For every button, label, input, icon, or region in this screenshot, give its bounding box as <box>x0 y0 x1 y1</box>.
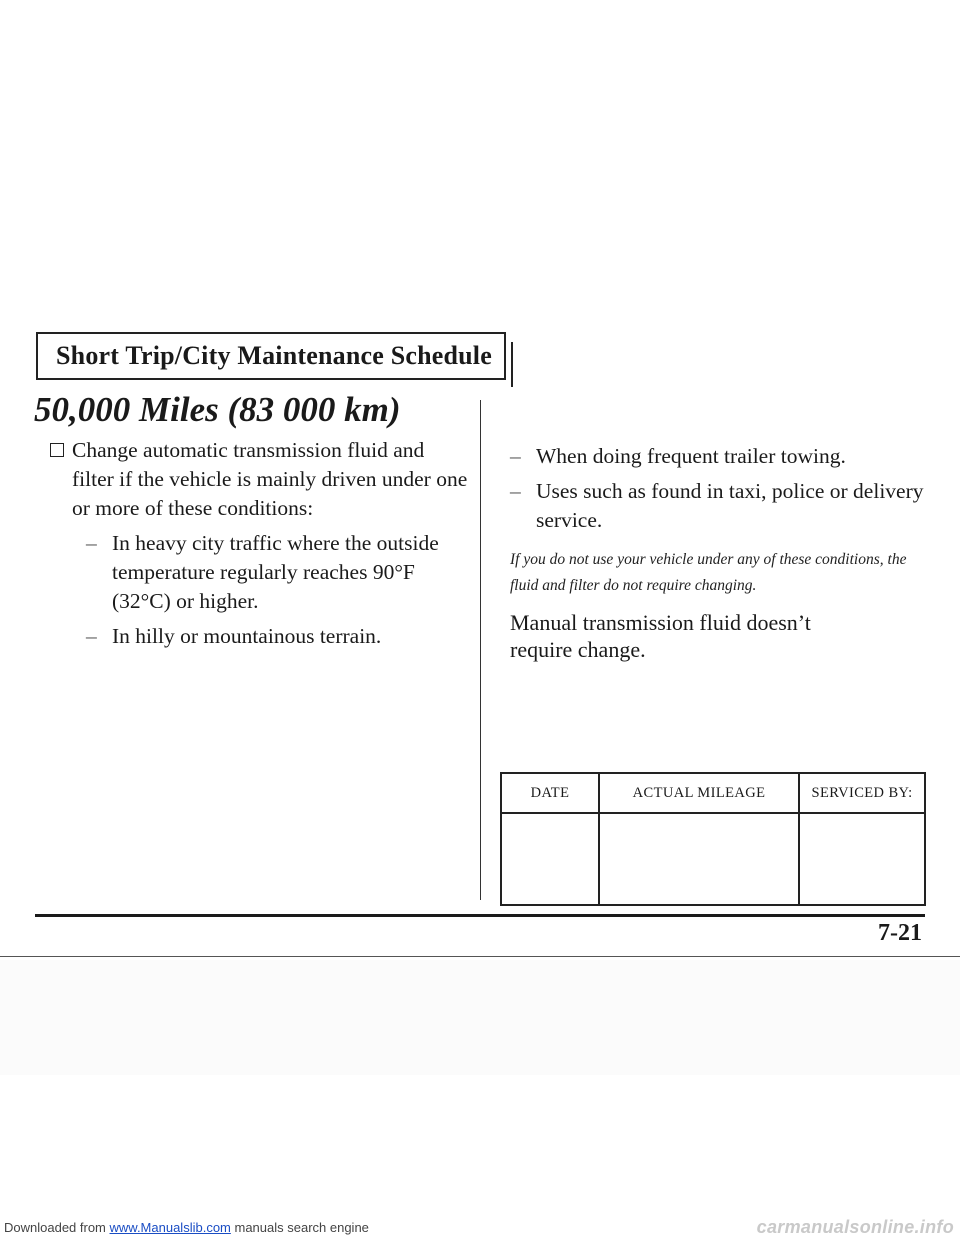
condition-text: Uses such as found in taxi, police or delivery service. <box>536 479 924 532</box>
checkbox-icon[interactable] <box>50 443 64 457</box>
left-column <box>50 436 470 651</box>
checklist-item <box>50 436 470 523</box>
download-credit <box>0 1220 369 1235</box>
table-row <box>501 813 925 905</box>
section-header-box <box>36 332 506 380</box>
conditions-note: If you do not use your vehicle under any of these conditions, the fluid and filter do not require changing. <box>510 551 907 594</box>
schedule-title: Short Trip/City Maintenance Schedule <box>56 341 492 370</box>
dash-icon: – <box>86 624 97 648</box>
manual-transmission-note: Manual transmission fluid doesn’t require change. <box>510 610 811 662</box>
column-header-date: DATE <box>501 773 599 813</box>
download-suffix: manuals search engine <box>230 1219 369 1235</box>
condition-item <box>510 477 930 535</box>
condition-text: When doing frequent trailer towing. <box>536 444 846 468</box>
bottom-margin <box>0 960 960 1075</box>
download-footer <box>0 1212 960 1242</box>
condition-text: In hilly or mountainous terrain. <box>112 624 382 648</box>
dash-icon: – <box>86 531 97 555</box>
dash-icon: – <box>510 479 521 503</box>
condition-item <box>50 529 470 616</box>
table-header-row <box>501 773 925 813</box>
date-cell[interactable] <box>501 813 599 905</box>
scan-edge-line <box>0 956 960 957</box>
manualslib-link[interactable]: www.Manualslib.com <box>109 1219 231 1235</box>
condition-item <box>50 622 470 651</box>
mileage-heading: 50,000 Miles (83 000 km) <box>34 390 401 429</box>
dash-icon: – <box>510 444 521 468</box>
condition-item <box>510 442 930 471</box>
column-header-serviced-by: SERVICED BY: <box>799 773 925 813</box>
footer-rule <box>35 914 925 917</box>
service-record-table <box>500 772 926 906</box>
checklist-item-text: Change automatic transmission fluid and filter if the vehicle is mainly driven under one or more of these conditions: <box>72 438 468 520</box>
column-header-mileage: ACTUAL MILEAGE <box>599 773 799 813</box>
column-divider <box>480 400 481 900</box>
condition-text: In heavy city traffic where the outside temperature regularly reaches 90°F (32°C) or higher. <box>112 531 439 613</box>
mileage-cell[interactable] <box>599 813 799 905</box>
top-margin <box>0 0 960 295</box>
serviced-by-cell[interactable] <box>799 813 925 905</box>
watermark: carmanualsonline.info <box>756 1216 954 1237</box>
page-number: 7-21 <box>878 920 922 946</box>
download-prefix: Downloaded from <box>4 1219 110 1235</box>
right-column <box>510 436 930 663</box>
